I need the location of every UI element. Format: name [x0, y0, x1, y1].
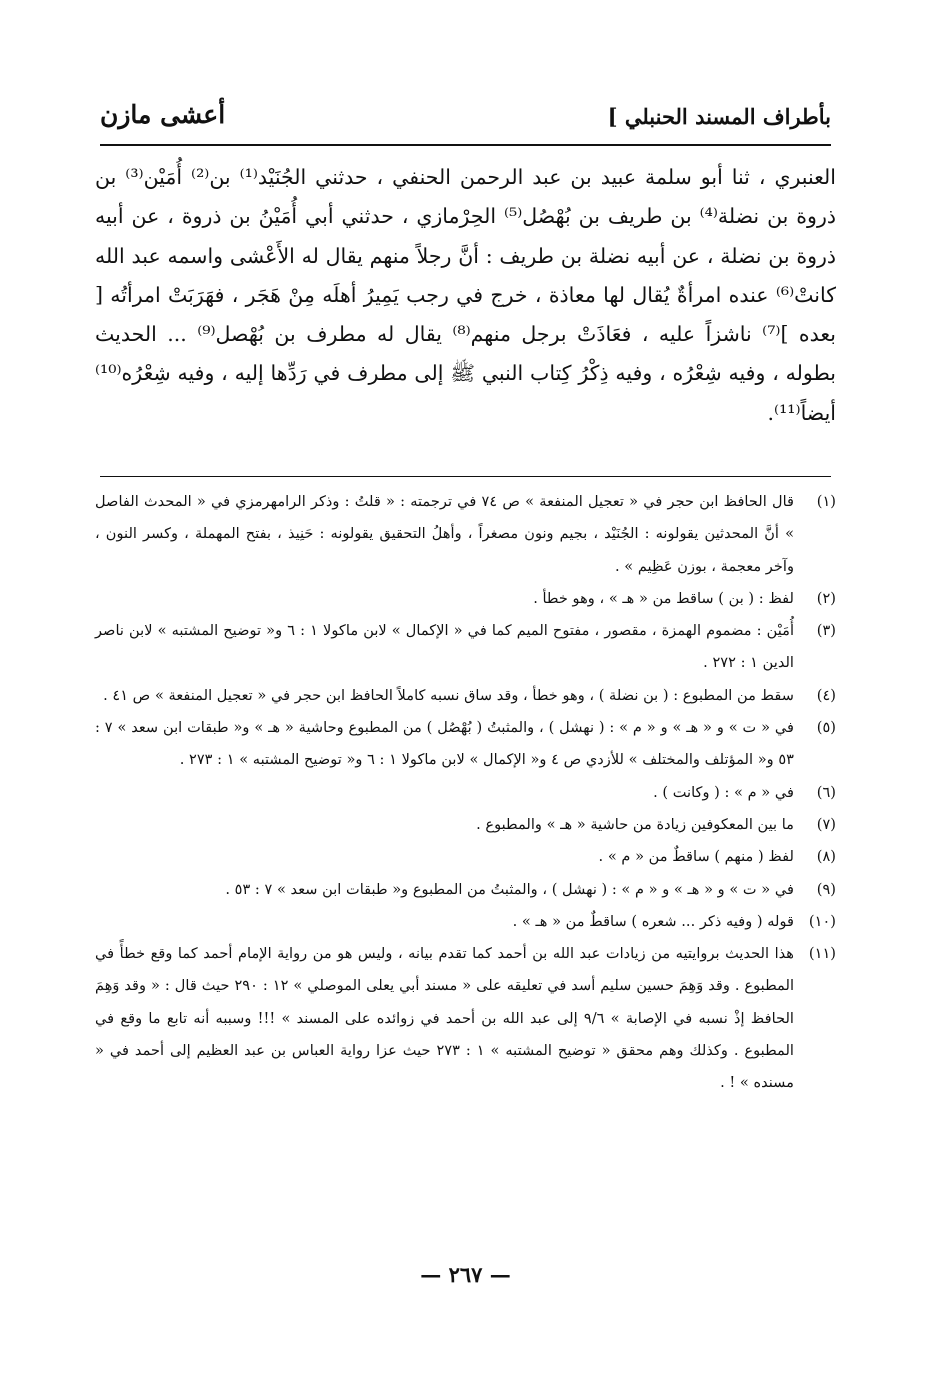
main-text-block	[95, 158, 836, 433]
footnote	[95, 938, 836, 1099]
footnote-number: (٧)	[816, 815, 836, 833]
book-title: بأطراف المسند الحنبلي ]	[607, 104, 831, 129]
footnote	[95, 809, 836, 841]
footnote-text: قال الحافظ ابن حجر في « تعجيل المنفعة » ص ٧٤ في ترجمته : « قلتُ : وذكر الرامهرمزي في « المحدث الفاصل » أنَّ المحدثين يقولونه : الجُنَيْد ، بجيم ونون مصغراً ، وأهلُ التحقيق يقولونه : حَنِيذ ، بفتح المهملة ، وكسر النون ، وآخر معجمة ، بوزن عَظِيم » .	[95, 493, 794, 575]
footnote-number: (١١)	[808, 945, 836, 963]
footnote-text: في « ت » و « هـ » و « م » : ( نهشل ) ، والمثبتُ من المطبوع و« طبقات ابن سعد » ٧ : ٥٣ .	[225, 880, 794, 898]
footnote-number: (٨)	[816, 848, 836, 866]
footnote-text: هذا الحديث بروايتيه من زيادات عبد الله بن أحمد كما تقدم بيانه ، وليس هو من رواية الإمام أحمد كما وقع خطأً في المطبوع . وقد وَهِمَ حسين سليم أسد في تعليقه على « مسند أبي يعلى الموصلي » ١٢ : ٢٩٠ حيث قال : « وقد وَهِمَ الحافظ إذْ نسبه في الإصابة » ٩/٦ إلى عبد الله بن أحمد في زوائده على المسند » !!! وسببه أنه تابع ما وقع في المطبوع . وكذلك وهم محقق « توضيح المشتبه » ١ : ٢٧٣ حيث عزا رواية العباس بن عبد العظيم إلى أحمد في « مسنده » ! .	[95, 945, 794, 1092]
page-number: — ٢٦٧ —	[420, 1262, 511, 1287]
footnote	[95, 841, 836, 873]
footnote	[95, 906, 836, 938]
footnote-number: (١)	[816, 493, 836, 510]
footnote	[95, 712, 836, 777]
footnote	[95, 777, 836, 809]
hadith-text: العنبري ، ثنا أبو سلمة عبيد بن عبد الرحمن الحنفي ، حدثني الجُنَيْد⁽¹⁾ بن⁽²⁾ أُمَيْن⁽³⁾ بن ذروة بن نضلة⁽⁴⁾ بن طريف بن بُهْصُل⁽⁵⁾ الحِرْمازي ، حدثني أبي أُمَيْنُ بن ذروة ، عن أبيه ذروة بن نضلة ، عن أبيه نضلة بن طريف : أنَّ رجلاً منهم يقال له الأَعْشى واسمه عبد الله كانتْ⁽⁶⁾ عنده امرأةٌ يُقال لها معاذة ، خرج في رجب يَمِيرُ أهلَه مِنْ هَجَر ، فهَرَبَتْ امرأتُه [ بعده ]⁽⁷⁾ ناشزاً عليه ، فعَاذَتْ برجل منهم⁽⁸⁾ يقال له مطرف بن بُهْصل⁽⁹⁾ ... الحديث بطوله ، وفيه شِعْرُه ، وفيه ذِكْرُ كِتاب النبي ﷺ إلى مطرف في رَدِّها إليه ، وفيه شِعْرُه⁽¹⁰⁾ أيضاً⁽¹¹⁾.	[95, 165, 837, 425]
footnote-number: (١٠)	[808, 912, 836, 930]
footnote-text: أُمَيْن : مضموم الهمزة ، مقصور ، مفتوح الميم كما في « الإكمال » لابن ماكولا ١ : ٦ و« توضيح المشتبه » لابن ناصر الدين ١ : ٢٧٢ .	[95, 622, 795, 672]
footnote-number: (٣)	[816, 622, 836, 640]
footnote-separator	[100, 476, 831, 477]
footnote-text: لفظ ( منهم ) ساقطٌ من « م » .	[598, 848, 794, 866]
footnote	[95, 874, 836, 906]
running-header	[100, 98, 831, 146]
footnote-number: (٩)	[816, 880, 836, 898]
footnote-text: في « م » : ( وكانت ) .	[653, 783, 794, 801]
footnotes-list	[95, 486, 836, 1100]
footnote-text: لفظ : ( بن ) ساقط من « هـ » ، وهو خطأ .	[533, 589, 794, 607]
footnote	[95, 583, 836, 615]
footnote-text: في « ت » و « هـ » و « م » : ( نهشل ) ، والمثبتُ ( بُهْصُل ) من المطبوع وحاشية « هـ » و« طبقات ابن سعد » ٧ : ٥٣ و« المؤتلف والمختلف » للأزدي ص ٤ و« الإكمال » لابن ماكولا ١ : ٦ و« توضيح المشتبه » ١ : ٢٧٣ .	[95, 719, 794, 769]
footnote-text: سقط من المطبوع : ( بن نضلة ) ، وهو خطأ ، وقد ساق نسبه كاملاً الحافظ ابن حجر في « تعجيل المنفعة » ص ٤١ .	[103, 686, 794, 704]
footnote-number: (٤)	[816, 686, 836, 704]
footnote-number: (٢)	[816, 589, 836, 607]
footnote-text: قوله ( وفيه ذكر ... شعره ) ساقطٌ من « هـ » .	[512, 912, 794, 930]
footnote-number: (٦)	[816, 783, 836, 801]
footnote-text: ما بين المعكوفين زيادة من حاشية « هـ » والمطبوع .	[476, 815, 794, 833]
footnote-number: (٥)	[816, 719, 836, 737]
footnote	[95, 680, 836, 712]
footnote	[95, 615, 836, 680]
chapter-title: أعشى مازن	[100, 100, 226, 129]
footnote	[95, 486, 836, 583]
